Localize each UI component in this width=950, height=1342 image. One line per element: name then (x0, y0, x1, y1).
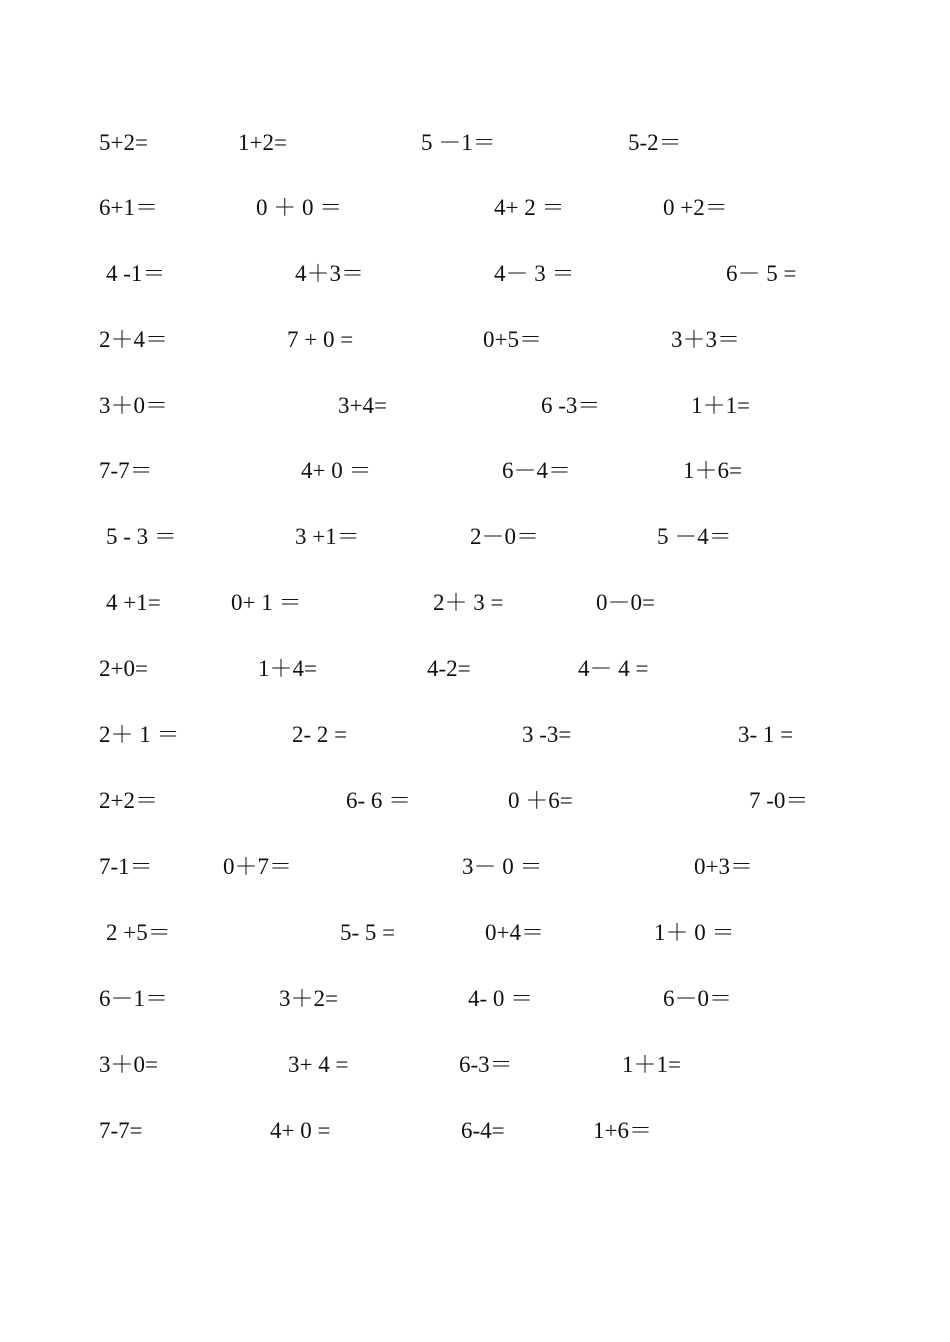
problem: 4+ 0 = (270, 1118, 331, 1143)
problem: 2＋ 3 = (433, 590, 504, 615)
problem: 3+4= (338, 393, 387, 418)
problem: 5-2＝ (628, 130, 682, 155)
problem-row (0, 715, 950, 755)
problem-row (0, 781, 950, 821)
problem: 2＋ 1 ＝ (99, 722, 180, 747)
problem: 1+6＝ (593, 1118, 652, 1143)
problem-row (0, 320, 950, 360)
problem: 1＋1= (691, 393, 750, 418)
problem: 5+2= (99, 130, 148, 155)
problem: 5- 5 = (340, 920, 396, 945)
problem: 6+1＝ (99, 195, 158, 220)
problem: 6 -3＝ (541, 393, 601, 418)
problem: 2+0= (99, 656, 148, 681)
problem: 3＋2= (279, 986, 338, 1011)
problem: 2－0＝ (470, 524, 539, 549)
problem: 2- 2 = (292, 722, 348, 747)
problem: 4＋3＝ (295, 261, 364, 286)
problem: 6-4= (461, 1118, 505, 1143)
problem: 7-1＝ (99, 854, 153, 879)
problem: 1＋1= (622, 1052, 681, 1077)
problem: 4 -1＝ (106, 261, 166, 286)
problem: 1＋6= (683, 458, 742, 483)
problem-row (0, 517, 950, 557)
problem: 4－ 3 ＝ (494, 261, 575, 286)
problem: 3＋0＝ (99, 393, 168, 418)
problem-row (0, 583, 950, 623)
problem: 7 + 0 = (287, 327, 354, 352)
problem: 2+2＝ (99, 788, 158, 813)
problem-row (0, 451, 950, 491)
problem: 1＋4= (258, 656, 317, 681)
problem-row (0, 254, 950, 294)
problem: 2 +5＝ (106, 920, 171, 945)
problem-row (0, 913, 950, 953)
problem: 4-2= (427, 656, 471, 681)
problem: 1+2= (238, 130, 287, 155)
problem: 0+3＝ (694, 854, 753, 879)
problem: 3＋3＝ (671, 327, 740, 352)
problem-row (0, 1111, 950, 1151)
problem-row (0, 188, 950, 228)
problem-row (0, 123, 950, 163)
problem-row (0, 1045, 950, 1085)
problem: 6－0＝ (663, 986, 732, 1011)
problem: 6－4＝ (502, 458, 571, 483)
problem: 0＋7＝ (223, 854, 292, 879)
problem: 3 -3= (522, 722, 572, 747)
problem-row (0, 847, 950, 887)
problem: 4+ 2 ＝ (494, 195, 565, 220)
problem: 0－0= (596, 590, 655, 615)
problem: 3 +1＝ (295, 524, 360, 549)
problem: 5 －1＝ (421, 130, 496, 155)
problem: 0+4＝ (485, 920, 544, 945)
problem: 0 ＋6= (508, 788, 573, 813)
problem: 0 ＋ 0 ＝ (256, 195, 343, 220)
problem-row (0, 649, 950, 689)
problem: 7 -0＝ (749, 788, 809, 813)
problem: 0+5＝ (483, 327, 542, 352)
problem: 3－ 0 ＝ (462, 854, 543, 879)
problem: 0+ 1 ＝ (231, 590, 302, 615)
problem: 6－ 5 = (726, 261, 797, 286)
problem: 4+ 0 ＝ (301, 458, 372, 483)
problem: 3＋0= (99, 1052, 158, 1077)
problem: 4－ 4 = (578, 656, 649, 681)
problem: 3+ 4 = (288, 1052, 349, 1077)
problem: 3- 1 = (738, 722, 794, 747)
problem: 0 +2＝ (663, 195, 728, 220)
problem: 4- 0 ＝ (468, 986, 534, 1011)
problem: 6-3＝ (459, 1052, 513, 1077)
problem: 5 －4＝ (657, 524, 732, 549)
problem-row (0, 386, 950, 426)
problem: 5 - 3 ＝ (106, 524, 177, 549)
problem: 7-7= (99, 1118, 143, 1143)
problem: 1＋ 0 ＝ (654, 920, 735, 945)
problem-row (0, 979, 950, 1019)
problem: 6- 6 ＝ (346, 788, 412, 813)
problem: 6－1＝ (99, 986, 168, 1011)
problem: 4 +1= (106, 590, 161, 615)
problem: 7-7＝ (99, 458, 153, 483)
problem: 2＋4＝ (99, 327, 168, 352)
